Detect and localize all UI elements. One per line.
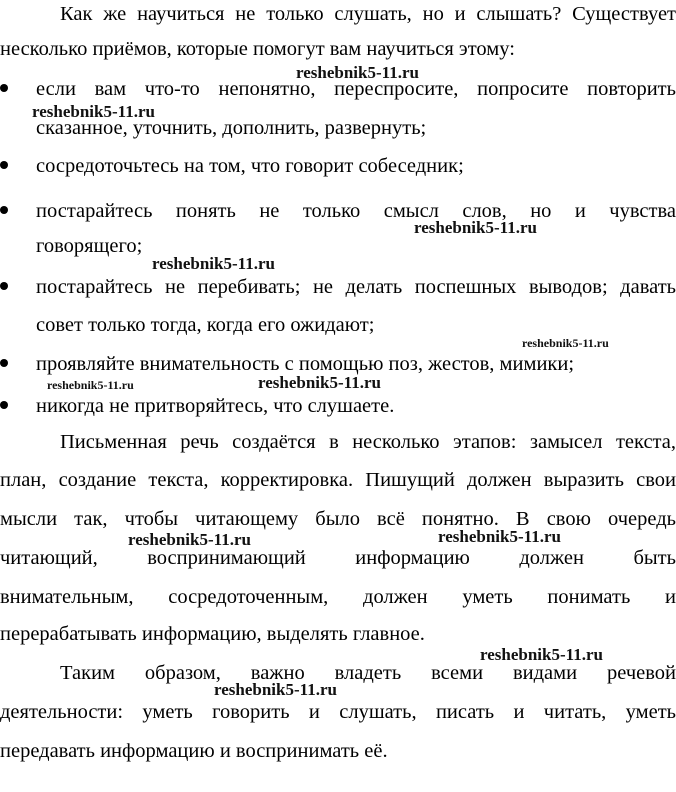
paragraph-line: перерабатывать информацию, выделять главное. [0,623,425,645]
list-item-line: совет только тогда, когда его ожидают; [36,314,375,336]
bullet-icon [0,84,8,92]
bullet-icon [0,161,8,169]
paragraph-line: Письменная речь создаётся в несколько этапов: замысел текста, [60,431,676,453]
watermark-text: reshebnik5-11.ru [480,645,603,664]
bullet-icon [0,206,8,214]
paragraph-line: мысли так, чтобы читающему было всё понятно. В свою очередь [0,508,676,530]
watermark-text: reshebnik5-11.ru [47,378,134,392]
watermark-text: reshebnik5-11.ru [438,527,561,546]
paragraph-line: передавать информацию и воспринимать её. [0,740,388,762]
paragraph-1-line-2: несколько приёмов, которые помогут вам научиться этому: [0,38,515,60]
watermark-text: reshebnik5-11.ru [296,63,419,82]
paragraph-line: читающий, воспринимающий информацию должен быть [0,547,676,569]
watermark-text: reshebnik5-11.ru [522,336,609,350]
list-item-line: постарайтесь понять не только смысл слов, но и чувства [36,200,676,222]
list-item-line: никогда не притворяйтесь, что слушаете. [36,395,395,417]
list-item-line: постарайтесь не перебивать; не делать поспешных выводов; давать [36,276,676,298]
watermark-text: reshebnik5-11.ru [152,254,275,273]
watermark-text: reshebnik5-11.ru [414,218,537,237]
list-item-line: сказанное, уточнить, дополнить, развернуть; [36,117,427,139]
paragraph-line: план, создание текста, корректировка. Пишущий должен выразить свои [0,469,676,491]
paragraph-line: Таким образом, важно владеть всеми видами речевой [60,662,676,684]
list-item-line: говорящего; [36,235,143,257]
watermark-text: reshebnik5-11.ru [214,680,337,699]
bullet-icon [0,401,8,409]
watermark-text: reshebnik5-11.ru [258,373,381,392]
list-item-line: если вам что-то непонятно, переспросите, попросите повторить [36,78,676,100]
list-item-line: сосредоточьтесь на том, что говорит собеседник; [36,155,464,177]
bullet-icon [0,282,8,290]
paragraph-line: деятельности: уметь говорить и слушать, писать и читать, уметь [0,701,676,723]
bullet-icon [0,359,8,367]
paragraph-line: внимательным, сосредоточенным, должен уметь понимать и [0,586,676,608]
watermark-text: reshebnik5-11.ru [128,530,251,549]
paragraph-1-line-1: Как же научиться не только слушать, но и слышать? Существует [60,3,676,25]
watermark-text: reshebnik5-11.ru [32,102,155,121]
list-item-line: проявляйте внимательность с помощью поз, жестов, мимики; [36,353,575,375]
